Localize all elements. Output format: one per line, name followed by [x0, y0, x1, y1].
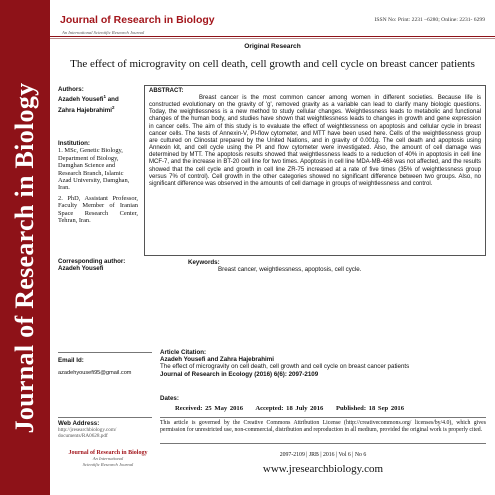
author-2-sup: 2	[112, 104, 115, 110]
corresponding-block	[58, 258, 138, 273]
keywords-label: Keywords:	[188, 259, 220, 266]
author-line-1	[58, 93, 138, 103]
institution-label: Institution:	[58, 140, 90, 147]
author-1-name: Azadeh Yousefi	[58, 96, 104, 104]
web-label: Web Address:	[58, 420, 100, 427]
date-published: Published: 18 Sep 2016	[335, 405, 405, 412]
issn-info: ISSN No: Print: 2231 –6280; Online: 2231- 6299	[374, 17, 485, 23]
footer-journal-logo	[58, 450, 158, 467]
author-1-sup: 1	[103, 94, 107, 100]
date-received: Received: 25 May 2016	[175, 405, 244, 412]
left-divider-2	[58, 417, 152, 418]
citation-block	[160, 349, 486, 378]
journal-tagline: An International Scientific Research Journal	[62, 30, 145, 35]
web-url-link[interactable]: http://jresearchbiology.com/ documents/RA0628.pdf	[58, 427, 117, 440]
header-divider	[50, 36, 495, 37]
license-text: This article is governed by the Creative Commons Attribution License (http://creativecommons.org/ licenses/by/4.0), which gives permission for unrestricted use, non-commercial, distribution and reproduction in all medium, provided the original work is properly cited.	[160, 420, 486, 433]
journal-sidebar	[0, 0, 50, 495]
web-block	[58, 420, 158, 439]
email-label: Email Id:	[58, 357, 84, 364]
corresponding-label: Corresponding author:	[58, 258, 126, 265]
email-block	[58, 357, 156, 376]
citation-authors: Azadeh Yousefi and Zahra Hajebrahimi	[160, 356, 274, 364]
dates-line	[175, 405, 486, 412]
institution-item-1: 1. MSc, Genetic Biology, Department of Biology, Damghan Science and Research Branch, Islamic Azad University, Damghan, Iran.	[58, 147, 130, 192]
corresponding-name: Azadeh Yousefi	[58, 265, 104, 273]
dates-label: Dates:	[160, 395, 179, 402]
footer-issue-info: 2097-2109 | JRB | 2016 | Vol 6 | No 6	[279, 452, 367, 458]
journal-header	[50, 0, 495, 40]
license-divider-top	[160, 417, 486, 418]
institution-item-2: 2. PhD, Assistant Professor, Faculty Member of Iranian Space Research Center, Tehran, Iran.	[58, 194, 138, 225]
citation-text: The effect of microgravity on cell death, cell growth and cell cycle on breast cancer patients	[160, 363, 410, 371]
author-line-2	[58, 104, 138, 114]
sidebar-journal-title: Journal of Research in Biology	[10, 82, 39, 434]
author-2-name: Zahra Hajebrahimi	[58, 106, 112, 114]
abstract-box	[144, 85, 486, 256]
abstract-text: Breast cancer is the most common cancer among women in different societies. Because life is constructed evolutionary on the gravity of 'g', removed gravity as a variable can lead to clarify many biologic questions. Today, the weightlessness is a new method to study cellular changes. Weightlessness leads to metabolic and functional changes of the human body, and studies have shown that weightlessness leads to changes in growth and gene expression in cancer cells. The aim of this study is to evaluate the effect of weightlessness on apoptosis and cellular cycle in breast cancer cells. The tests of Annexin-V, PI-flow cytometer, and MTT have been used here. Cells of the weightlessness group are cultured on Clinostat prepared by the United Nations, and in gravity of 0.001g. The cell death and apoptosis using Annexin kit, and cell cycle using the PI and flow cytometer were investigated. Also, the amount of cell damage was determined by MTT. The apoptosis results showed that weightlessness leads to a reduction of 40% in apoptosis in cell line MCF-7, and the increase in BT-20 cell line for two times. Apoptosis in cell line MDA-MB-468 was not affected, and the results showed that the cell cycle and growth in cell line ZR-75 increased at a rate of five times (35% of weightlessness group versus 7% of control). Cell growth in the other categories showed no significant difference between two groups. Also, no significant difference was observed in the amounts of cell damage in groups of weightlessness and control.	[149, 95, 481, 187]
footer-website-link[interactable]: www.jresearchbiology.com	[262, 463, 384, 475]
email-value[interactable]: azadehyousefi95@gmail.com	[58, 370, 132, 377]
left-divider	[58, 352, 152, 353]
footer-logo-name: Journal of Research in Biology	[68, 450, 148, 456]
authors-block	[58, 86, 138, 114]
citation-journal: Journal of Research in Ecology (2016) 6(6): 2097-2109	[160, 370, 319, 378]
authors-label: Authors:	[58, 86, 84, 93]
institution-block	[58, 140, 138, 224]
article-title: The effect of microgravity on cell death, cell growth and cell cycle on breast cancer patients	[70, 58, 475, 70]
footer-logo-sub-2: Scientific Research Journal	[82, 461, 134, 467]
journal-name: Journal of Research in Biology	[60, 14, 215, 26]
abstract-label: ABSTRACT:	[149, 88, 184, 94]
date-accepted: Accepted: 18 July 2016	[255, 405, 324, 412]
citation-label: Article Citation:	[160, 349, 207, 356]
author-1-conj: and	[106, 96, 119, 104]
license-divider-bottom	[160, 443, 486, 444]
section-label: Original Research	[244, 43, 301, 50]
keywords-text: Breast cancer, weightlessness, apoptosis, cell cycle.	[218, 266, 362, 273]
dates-block	[160, 395, 486, 412]
footer-logo-sub-1: An International	[92, 456, 124, 461]
header-divider-thin	[50, 38, 495, 39]
